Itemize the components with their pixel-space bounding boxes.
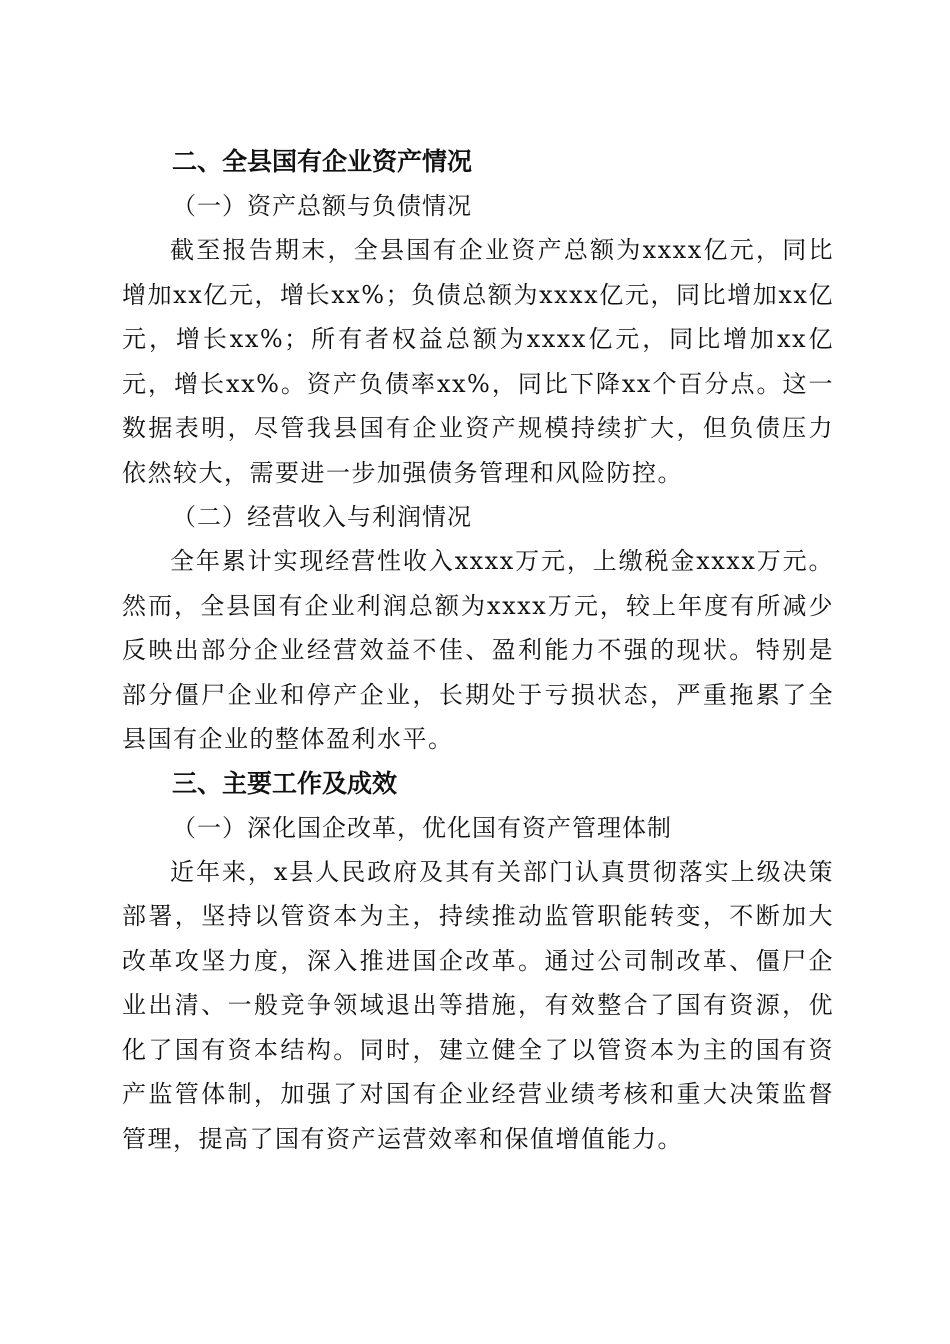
- section-3-sub-1-paragraph: 近年来，x县人民政府及其有关部门认真贯彻落实上级决策部署，坚持以管资本为主，持续推动监管职能转变，不断加大改革攻坚力度，深入推进国企改革。通过公司制改革、僵尸企业出清、一般竞争领域退出等措施，有效整合了国有资源，优化了国有资本结构。同时，建立健全了以管资本为主的国有资产监管体制，加强了对国有企业经营业绩考核和重大决策监督管理，提高了国有资产运营效率和保值增值能力。: [122, 857, 834, 1153]
- section-2-sub-2-paragraph: 全年累计实现经营性收入xxxx万元，上缴税金xxxx万元。然而，全县国有企业利润总额为xxxx万元，较上年度有所减少反映出部分企业经营效益不佳、盈利能力不强的现状。特别是部分僵尸企业和停产企业，长期处于亏损状态，严重拖累了全县国有企业的整体盈利水平。: [122, 547, 834, 753]
- section-2-sub-1-paragraph: 截至报告期末，全县国有企业资产总额为xxxx亿元，同比增加xx亿元，增长xx%；负债总额为xxxx亿元，同比增加xx亿元，增长xx%；所有者权益总额为xxxx亿元，同比增加xx亿元，增长xx%。资产负债率xx%，同比下降xx个百分点。这一数据表明，尽管我县国有企业资产规模持续扩大，但负债压力依然较大，需要进一步加强债务管理和风险防控。: [122, 236, 834, 487]
- document-page: [122, 140, 834, 1161]
- section-2-heading: 二、全县国有企业资产情况: [172, 147, 473, 176]
- section-2-sub-1-heading: （一）资产总额与负债情况: [172, 192, 472, 220]
- section-2-sub-2-heading: （二）经营收入与利润情况: [172, 503, 472, 531]
- section-3-heading: 三、主要工作及成效: [172, 768, 398, 798]
- section-3-sub-1-heading: （一）深化国企改革，优化国有资产管理体制: [172, 813, 672, 842]
